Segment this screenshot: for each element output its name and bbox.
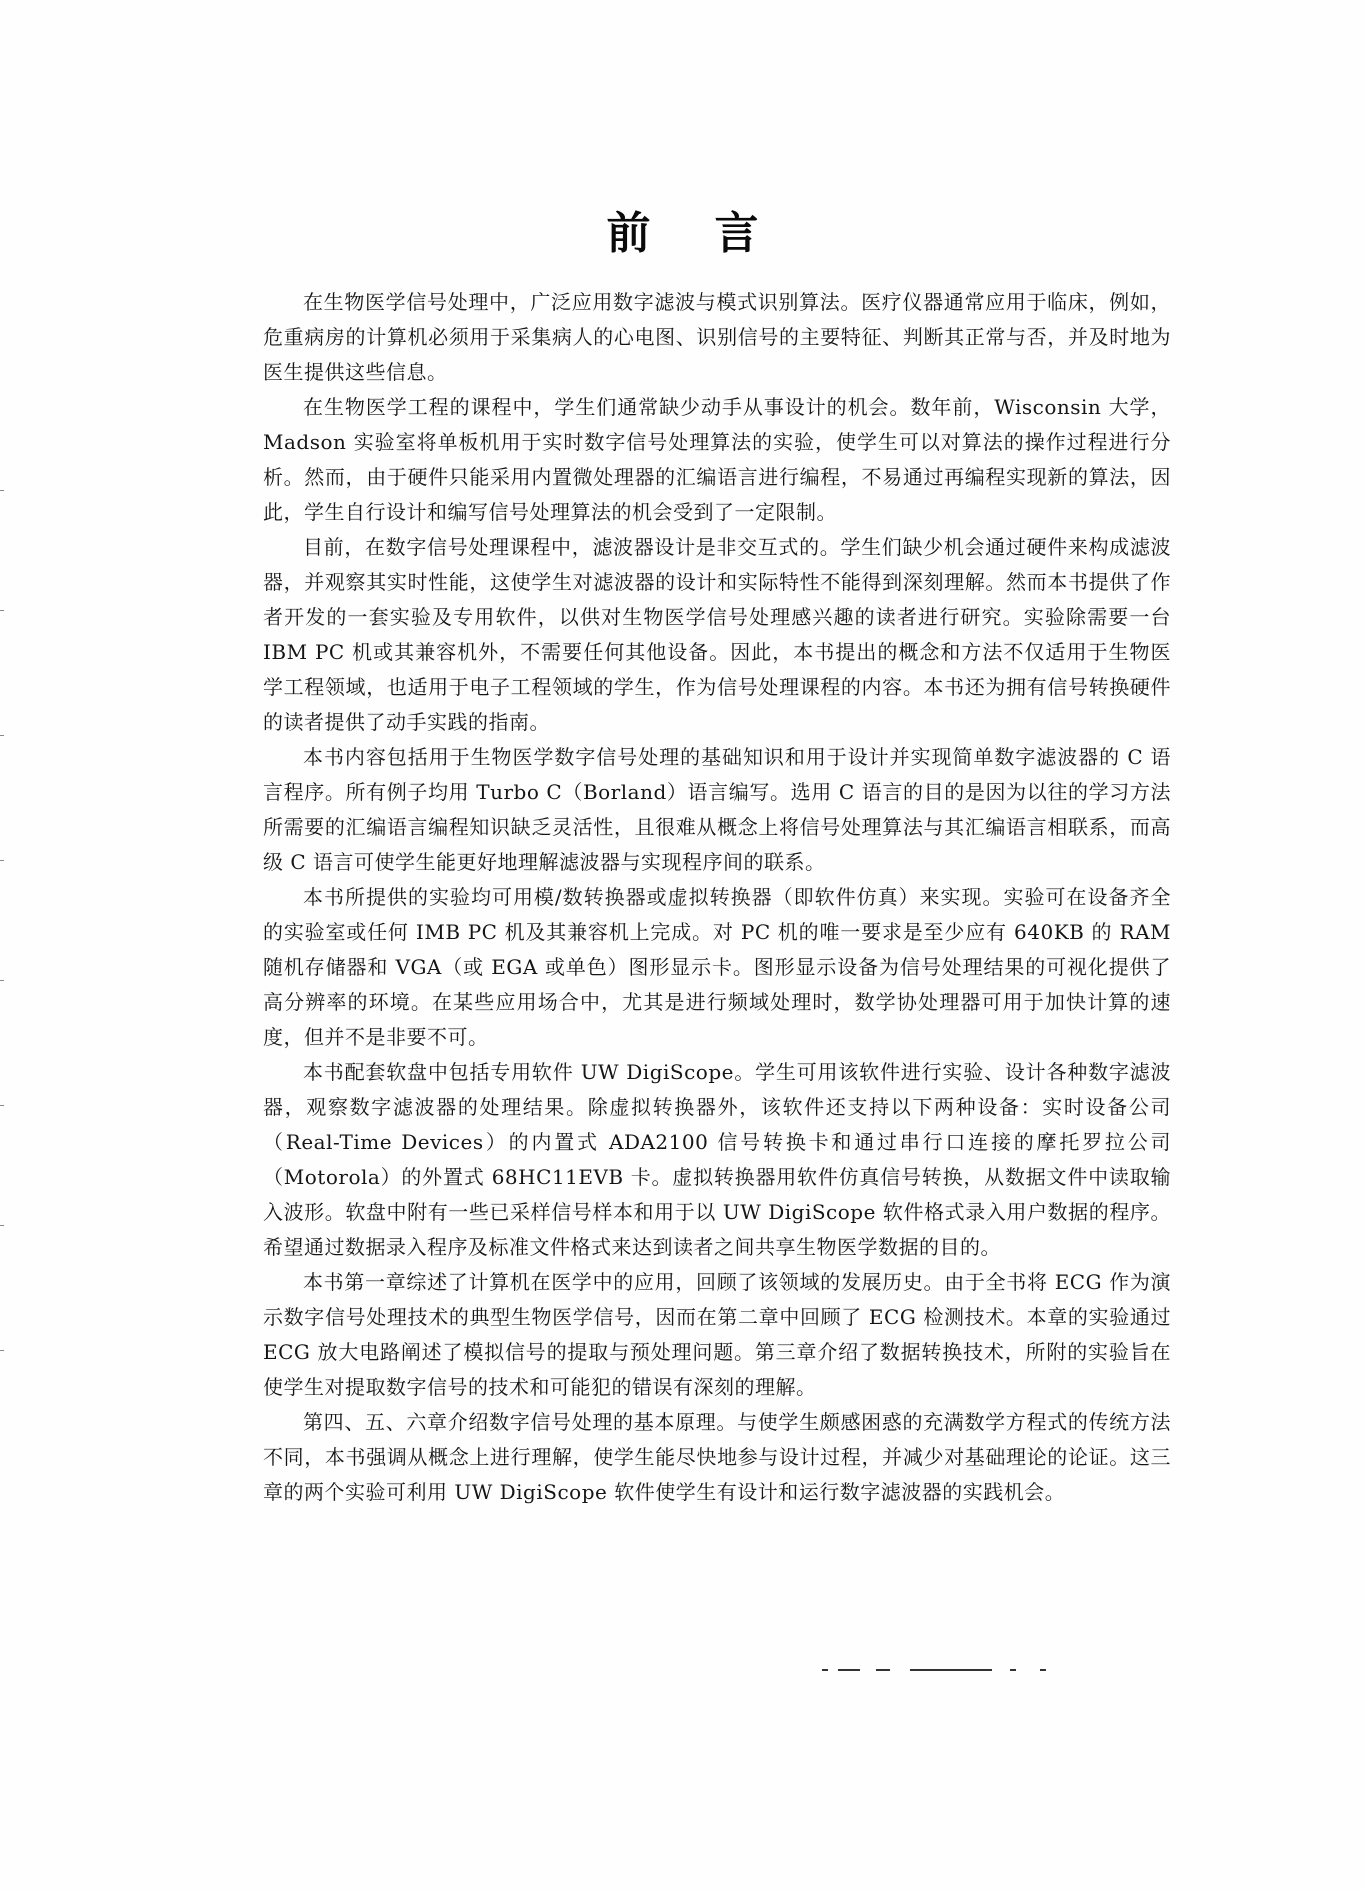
preface-body <box>263 285 1171 1510</box>
paragraph-8: 第四、五、六章介绍数字信号处理的基本原理。与使学生颇感困惑的充满数学方程式的传统方法不同，本书强调从概念上进行理解，使学生能尽快地参与设计过程，并减少对基础理论的论证。这三章的两个实验可利用 UW DigiScope 软件使学生有设计和运行数字滤波器的实践机会。 <box>263 1410 1171 1504</box>
paragraph-1: 在生物医学信号处理中，广泛应用数字滤波与模式识别算法。医疗仪器通常应用于临床，例如，危重病房的计算机必须用于采集病人的心电图、识别信号的主要特征、判断其正常与否，并及时地为医生提供这些信息。 <box>263 290 1171 384</box>
paragraph-3: 目前，在数字信号处理课程中，滤波器设计是非交互式的。学生们缺少机会通过硬件来构成滤波器，并观察其实时性能，这使学生对滤波器的设计和实际特性不能得到深刻理解。然而本书提供了作者开发的一套实验及专用软件，以供对生物医学信号处理感兴趣的读者进行研究。实验除需要一台 IBM PC 机或其兼容机外，不需要任何其他设备。因此，本书提出的概念和方法不仅适用于生物医学工程领域，也适用于电子工程领域的学生，作为信号处理课程的内容。本书还为拥有信号转换硬件的读者提供了动手实践的指南。 <box>263 535 1171 734</box>
scan-artifact <box>0 860 4 861</box>
paragraph-5: 本书所提供的实验均可用模/数转换器或虚拟转换器（即软件仿真）来实现。实验可在设备齐全的实验室或任何 IMB PC 机及其兼容机上完成。对 PC 机的唯一要求是至少应有 640KB 的 RAM 随机存储器和 VGA（或 EGA 或单色）图形显示卡。图形显示设备为信号处理结果的可视化提供了高分辨率的环境。在某些应用场合中，尤其是进行频域处理时，数学协处理器可用于加快计算的速度，但并不是非要不可。 <box>263 885 1171 1049</box>
scan-artifact <box>0 735 4 736</box>
paragraph-6: 本书配套软盘中包括专用软件 UW DigiScope。学生可用该软件进行实验、设计各种数字滤波器，观察数字滤波器的处理结果。除虚拟转换器外，该软件还支持以下两种设备：实时设备公司（Real-Time Devices）的内置式 ADA2100 信号转换卡和通过串行口连接的摩托罗拉公司（Motorola）的外置式 68HC11EVB 卡。虚拟转换器用软件仿真信号转换，从数据文件中读取输入波形。软盘中附有一些已采样信号样本和用于以 UW DigiScope 软件格式录入用户数据的程序。希望通过数据录入程序及标准文件格式来达到读者之间共享生物医学数据的目的。 <box>263 1060 1171 1259</box>
scan-artifact <box>0 490 4 491</box>
paragraph-7: 本书第一章综述了计算机在医学中的应用，回顾了该领域的发展历史。由于全书将 ECG 作为演示数字信号处理技术的典型生物医学信号，因而在第二章中回顾了 ECG 检测技术。本章的实验通过 ECG 放大电路阐述了模拟信号的提取与预处理问题。第三章介绍了数据转换技术，所附的实验旨在使学生对提取数字信号的技术和可能犯的错误有深刻的理解。 <box>263 1270 1171 1399</box>
paragraph-2: 在生物医学工程的课程中，学生们通常缺少动手从事设计的机会。数年前，Wisconsin 大学，Madson 实验室将单板机用于实时数字信号处理算法的实验，使学生可以对算法的操作过程进行分析。然而，由于硬件只能采用内置微处理器的汇编语言进行编程，不易通过再编程实现新的算法，因此，学生自行设计和编写信号处理算法的机会受到了一定限制。 <box>263 395 1171 524</box>
scan-artifact <box>0 1105 4 1106</box>
scan-artifact <box>0 1225 4 1226</box>
bottom-rule-fragment <box>1010 1669 1016 1671</box>
bottom-rule-fragment <box>838 1669 860 1671</box>
scan-artifact <box>0 610 4 611</box>
bottom-rule-fragment <box>822 1669 828 1671</box>
bottom-rule-fragment <box>910 1669 992 1671</box>
scan-artifact <box>0 980 4 981</box>
bottom-rule-fragment <box>1040 1669 1046 1671</box>
bottom-rule-fragment <box>876 1669 890 1671</box>
page-title: 前言 <box>606 208 823 260</box>
paragraph-4: 本书内容包括用于生物医学数字信号处理的基础知识和用于设计并实现简单数字滤波器的 C 语言程序。所有例子均用 Turbo C（Borland）语言编写。选用 C 语言的目的是因为以往的学习方法所需要的汇编语言编程知识缺乏灵活性，且很难从概念上将信号处理算法与其汇编语言相联系，而高级 C 语言可使学生能更好地理解滤波器与实现程序间的联系。 <box>263 745 1171 874</box>
scan-artifact <box>0 1350 4 1351</box>
